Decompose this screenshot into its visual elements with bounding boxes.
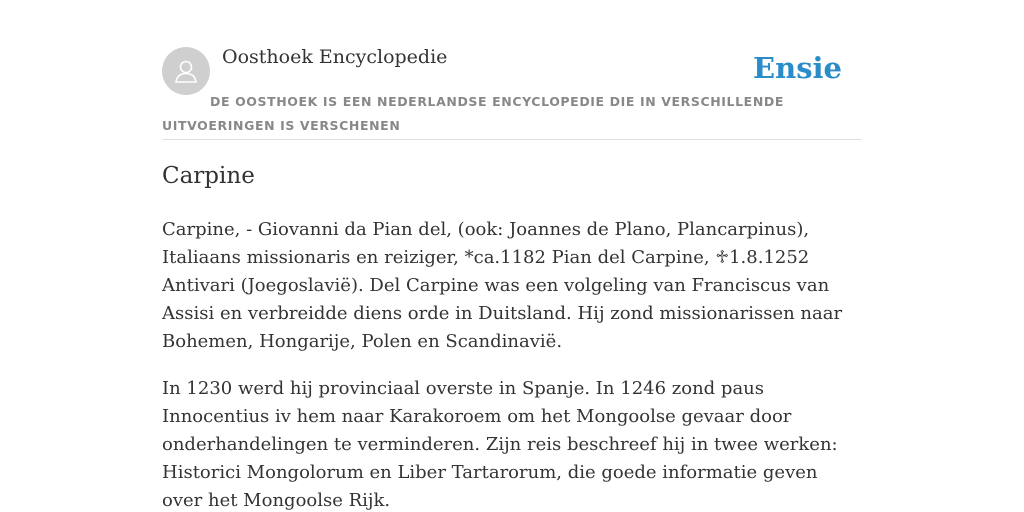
source-tagline: DE OOSTHOEK IS EEN NEDERLANDSE ENCYCLOPEDIE DIE IN VERSCHILLENDE UITVOERINGEN IS VERSCHENEN bbox=[162, 94, 784, 133]
source-avatar[interactable] bbox=[162, 47, 210, 95]
brand-logo[interactable]: Ensie bbox=[753, 51, 842, 85]
article-paragraph: Carpine, - Giovanni da Pian del, (ook: Joannes de Plano, Plancarpinus), Italiaans missionaris en reiziger, *ca.1182 Pian del Carpine, ♱1.8.1252 Antivari (Joegoslavië). Del Carpine was een volgeling van Franciscus van Assisi en verbreidde diens orde in Duitsland. Hij zond missionarissen naar Bohemen, Hongarije, Polen en Scandinavië. bbox=[162, 219, 843, 352]
article-title: Carpine bbox=[162, 163, 255, 189]
user-silhouette-icon bbox=[172, 57, 200, 85]
header-divider bbox=[162, 139, 862, 140]
article-paragraph: In 1230 werd hij provinciaal overste in Spanje. In 1246 zond paus Innocentius iv hem naar Karakoroem om het Mongoolse gevaar door onderhandelingen te verminderen. Zijn reis beschreef hij in twee werken: Historici Mongolorum en Liber Tartarorum, die goede informatie geven over het Mongoolse Rijk. bbox=[162, 378, 838, 511]
article-body bbox=[162, 216, 862, 512]
source-name-link[interactable]: Oosthoek Encyclopedie bbox=[222, 46, 448, 68]
